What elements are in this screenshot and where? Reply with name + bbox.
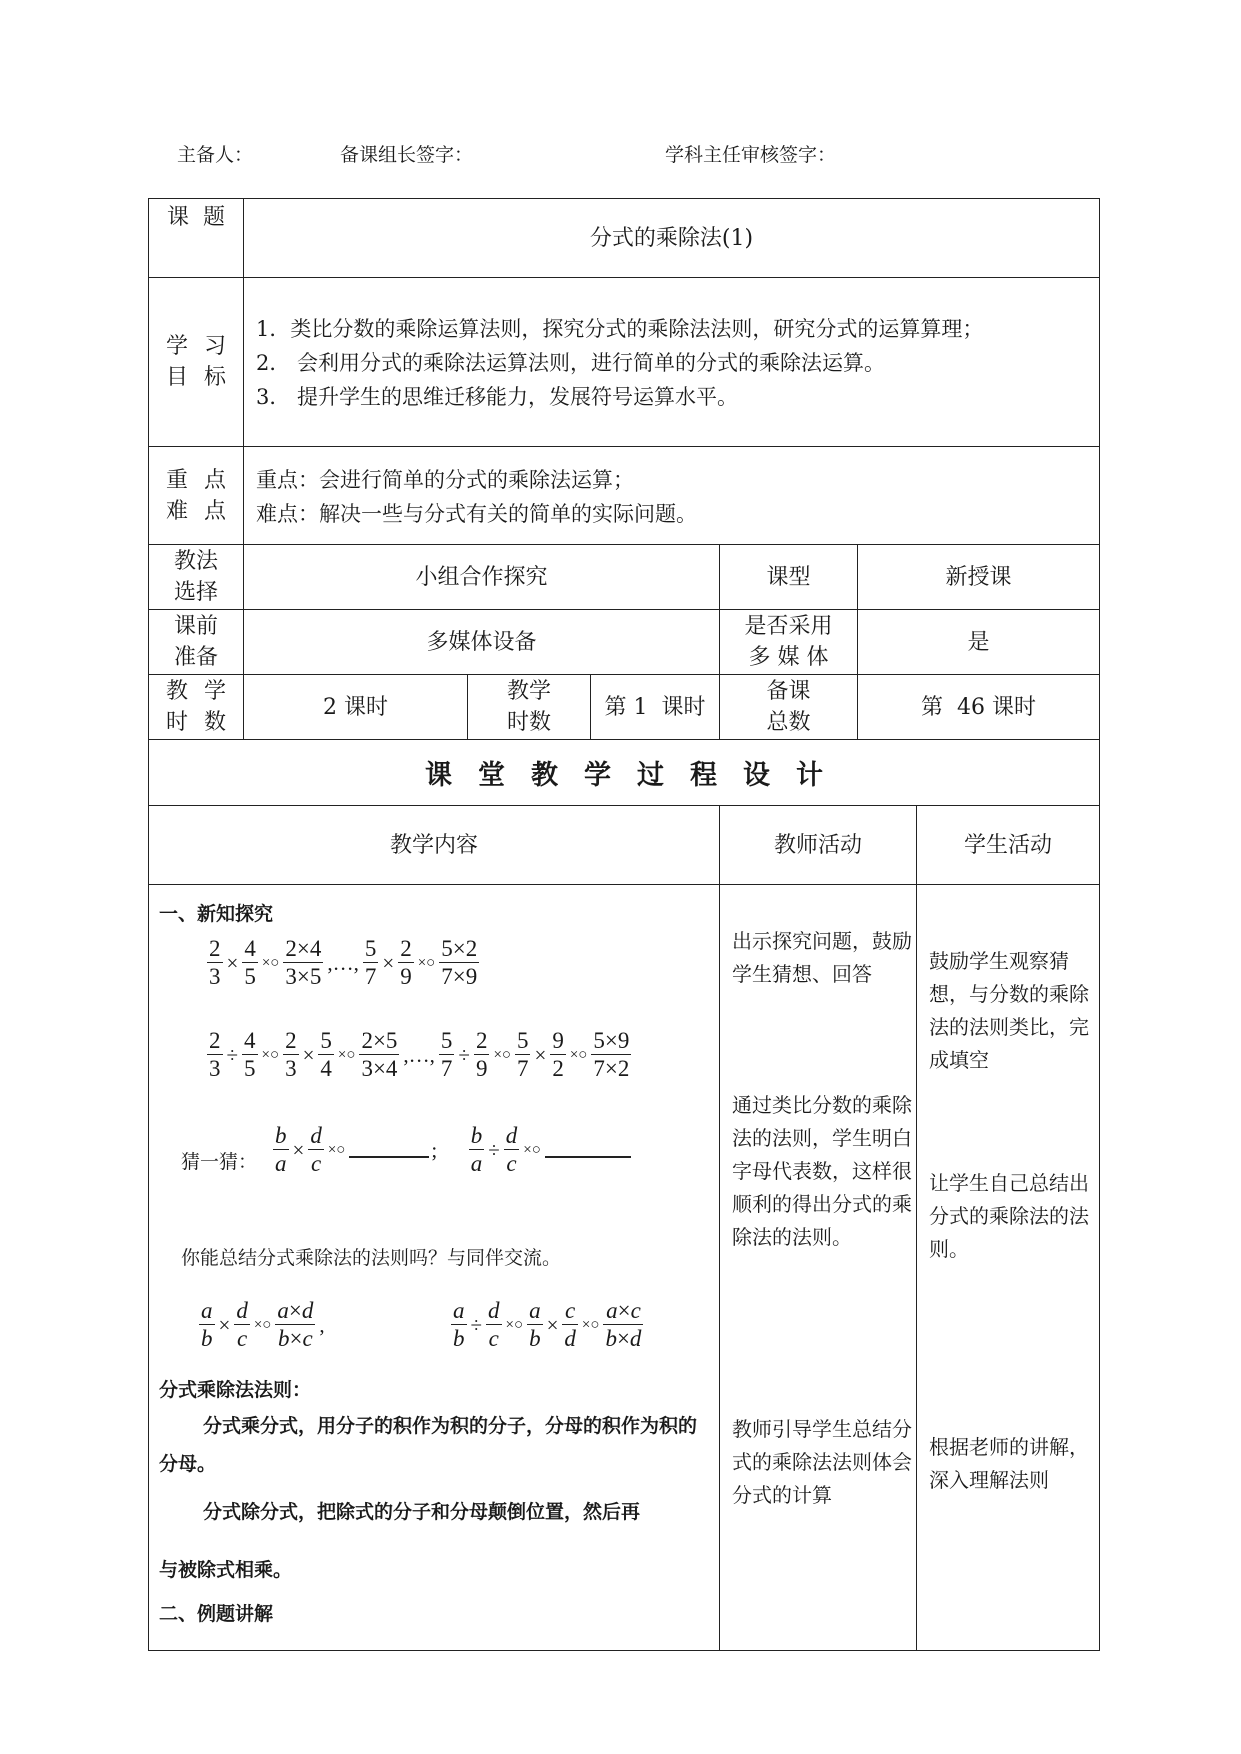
session-value-cell (590, 674, 720, 740)
topic-label-cell (148, 198, 244, 278)
rule-title: 分式乘除法法则： (159, 1379, 312, 1401)
group-leader-signature-label: 备课组长签字： (340, 144, 474, 166)
guess-blank-2[interactable] (545, 1142, 631, 1158)
objective-item-1: 1．类比分数的乘除运算法则，探究分式的乘除法法则，研究分式的运算算理； (256, 317, 984, 341)
rule-multiplication-formula: $\frac{a}{b}$ × $\frac{d}{c}$ ×○ $\frac{a\times d}{b\times c}$ , (201, 1298, 325, 1351)
total-value-cell (857, 674, 1100, 740)
teacher-activity-cell (719, 884, 917, 1651)
teaching-content-cell (148, 884, 720, 1651)
total-label-line2: 总数 (766, 710, 811, 735)
hours-value-cell (243, 674, 468, 740)
student-column-label: 学生活动 (963, 832, 1052, 858)
teacher-column-header (719, 805, 917, 885)
preparation-label-line2: 准备 (173, 645, 218, 670)
content-column-label: 教学内容 (389, 832, 478, 858)
lesson-type-label: 课型 (766, 564, 811, 590)
key-point: 重点：会进行简单的分式的乘除法运算； (256, 468, 634, 492)
method-label-line1: 教法 (173, 549, 218, 574)
student-activity-3: 根据老师的讲解，深入理解法则 (929, 1435, 1089, 1492)
lesson-title: 分式的乘除法(1) (589, 225, 754, 251)
multimedia-value: 是 (967, 629, 990, 655)
total-label-cell (719, 674, 858, 740)
rule-division-formula: $\frac{a}{b}$ ÷ $\frac{d}{c}$ ×○ $\frac{a}{b}$ × $\frac{c}{d}$ ×○ $\frac{a\times c}{b\times d}$ (453, 1298, 642, 1351)
hours-label-line2: 时数 (165, 710, 242, 735)
total-label-line1: 备课 (766, 679, 811, 704)
lesson-type-value-cell (857, 544, 1100, 610)
process-title: 课堂教学过程设计 (425, 760, 849, 791)
lesson-type-value: 新授课 (945, 564, 1012, 590)
total-value: 第 46 课时 (921, 694, 1036, 720)
topic-value-cell (243, 198, 1100, 278)
director-signature-label: 学科主任审核签字： (665, 144, 837, 166)
teacher-activity-2: 通过类比分数的乘除法的法则，学生明白字母代表数，这样很顺利的得出分式的乘除法的法则。 (732, 1093, 912, 1249)
multimedia-label-line1: 是否采用 (744, 614, 833, 639)
method-value: 小组合作探究 (415, 564, 548, 590)
teacher-activity-3: 教师引导学生总结分式的乘除法法则体会分式的计算 (732, 1417, 912, 1507)
focus-cell (243, 446, 1100, 545)
guess-label: 猜一猜： (181, 1151, 258, 1173)
preparation-label-line1: 课前 (173, 614, 218, 639)
objectives-label-cell (148, 277, 244, 447)
content-column-header (148, 805, 720, 885)
rule-multiplication-text: 分式乘分式，用分子的积作为积的分子，分母的积作为积的分母。 (159, 1415, 698, 1475)
objective-item-2: 2． 会利用分式的乘除法运算法则，进行简单的分式的乘除法运算。 (256, 351, 886, 375)
objectives-label-line2: 目标 (165, 365, 242, 390)
multimedia-value-cell (857, 609, 1100, 675)
lesson-type-label-cell (719, 544, 858, 610)
fraction-quotient-example: $\frac{2}{3}$ ÷ $\frac{4}{5}$ ×○ $\frac{2}{3}$ × $\frac{5}{4}$ ×○ $\frac{2\times 5}{3\times 4}$ ,…, $\frac{5}{7}$ ÷ $\frac{2}{9}$ ×○ $\frac{5}{7}$ × $\frac{9}{2}$ ×○ $\frac{5\times 9}{7\times 2}$ (209, 1028, 630, 1081)
student-activity-2: 让学生自己总结出分式的乘除法的法则。 (929, 1171, 1089, 1261)
focus-label-line2: 难点 (165, 498, 242, 524)
focus-label-cell (148, 446, 244, 545)
guess-blank-1[interactable] (349, 1142, 429, 1158)
session-label-cell (467, 674, 591, 740)
fraction-product-example: $\frac{2}{3}$ × $\frac{4}{5}$ ×○ $\frac{2\times 4}{3\times 5}$ ,…, $\frac{5}{7}$ × $\frac{2}{9}$ ×○ $\frac{5\times 2}{7\times 9}$ (209, 936, 478, 989)
objective-item-3: 3． 提升学生的思维迁移能力，发展符号运算水平。 (256, 385, 739, 409)
method-label-cell (148, 544, 244, 610)
section-new-knowledge: 一、新知探究 (159, 903, 274, 925)
focus-label-line1: 重点 (165, 467, 242, 493)
rule-division-text-line1: 分式除分式，把除式的分子和分母颠倒位置，然后再 (203, 1501, 641, 1523)
method-label-line2: 选择 (173, 580, 218, 605)
summary-question: 你能总结分式乘除法的法则吗？与同伴交流。 (181, 1247, 562, 1269)
preparation-value: 多媒体设备 (426, 629, 537, 655)
multimedia-label-cell (719, 609, 858, 675)
difficult-point: 难点：解决一些与分式有关的简单的实际问题。 (256, 502, 697, 526)
student-activity-cell (916, 884, 1100, 1651)
preparer-label: 主备人： (177, 144, 254, 166)
hours-label-line1: 教学 (165, 679, 242, 704)
session-label-line1: 教学 (506, 679, 551, 704)
session-label-line2: 时数 (506, 710, 551, 735)
teacher-column-label: 教师活动 (773, 832, 862, 858)
student-column-header (916, 805, 1100, 885)
guess-expressions: $\frac{b}{a}$ × $\frac{d}{c}$ ×○ ; $\frac{b}{a}$ ÷ $\frac{d}{c}$ ×○ (271, 1122, 631, 1178)
preparation-value-cell (243, 609, 720, 675)
preparation-label-cell (148, 609, 244, 675)
method-value-cell (243, 544, 720, 610)
topic-label: 课 题 (167, 205, 225, 230)
session-value: 第 1 课时 (604, 694, 706, 720)
hours-value: 2 课时 (323, 694, 388, 720)
rule-division-text-line2: 与被除式相乘。 (159, 1559, 293, 1581)
multimedia-label-line2: 多 媒 体 (748, 645, 829, 670)
process-title-cell (148, 739, 1100, 806)
objectives-label-line1: 学习 (165, 334, 242, 359)
section-examples: 二、例题讲解 (159, 1603, 274, 1625)
teacher-activity-1: 出示探究问题，鼓励学生猜想、回答 (732, 929, 912, 986)
student-activity-1: 鼓励学生观察猜想，与分数的乘除法的法则类比，完成填空 (929, 949, 1089, 1072)
hours-label-cell (148, 674, 244, 740)
objectives-cell (243, 277, 1100, 447)
